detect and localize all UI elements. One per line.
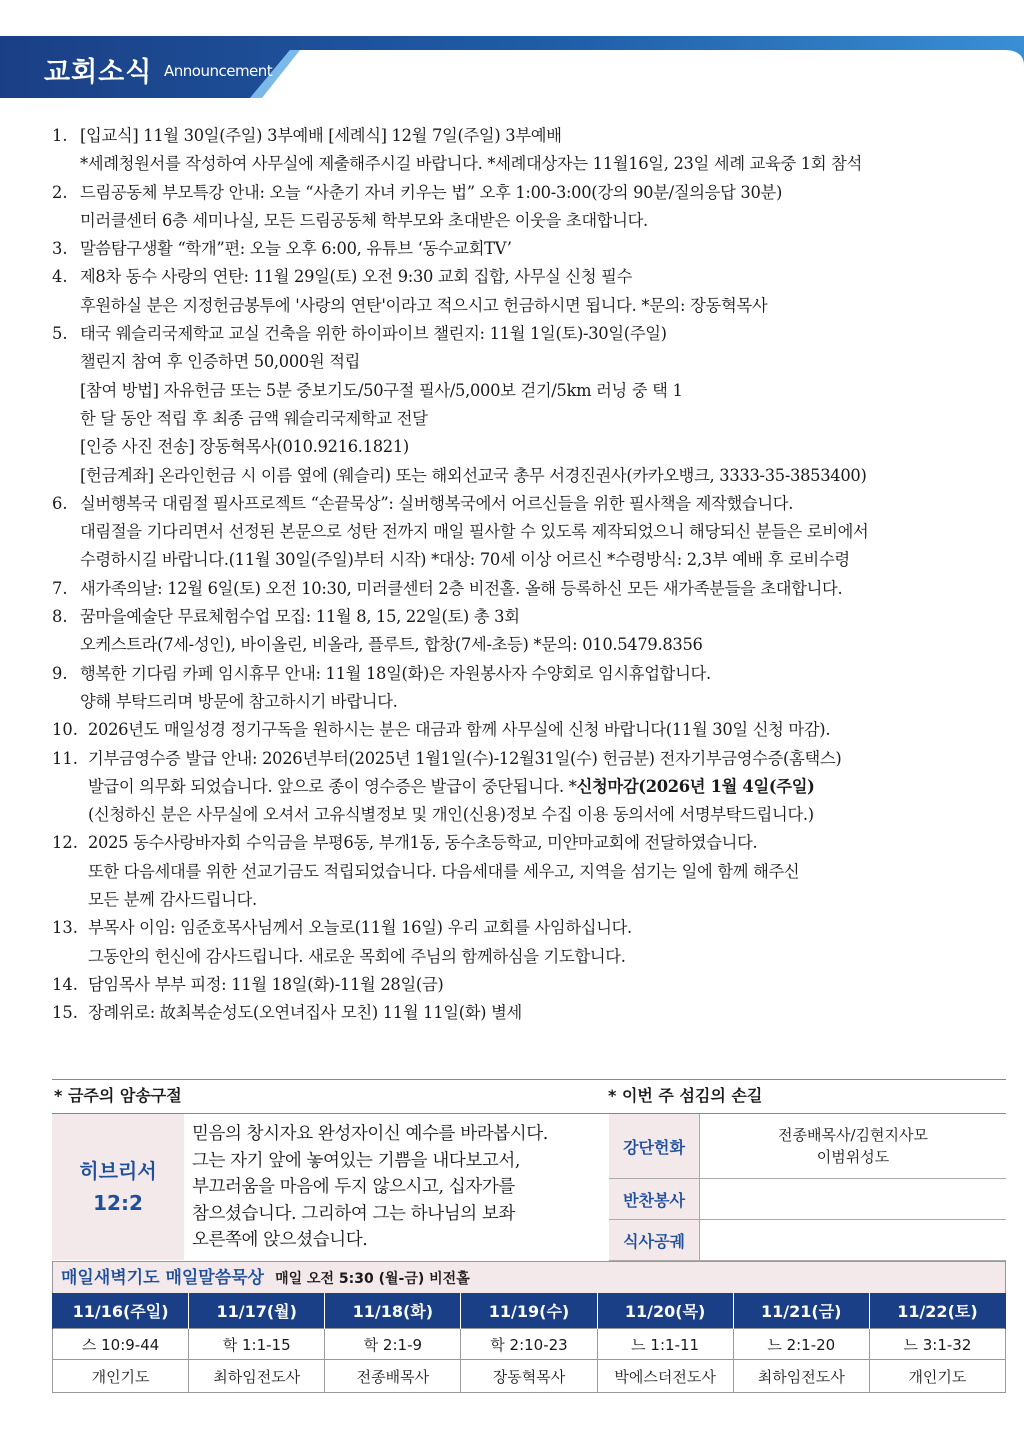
- announcement-line: 챌린지 참여 후 인증하면 50,000원 적립: [80, 352, 361, 372]
- announcement-content: [80, 263, 767, 320]
- announcement-number: 11.: [52, 748, 78, 768]
- announcement-line: 장례위로: 故최복순성도(오연녀집사 모친) 11월 11일(화) 별세: [88, 1003, 522, 1023]
- announcement-line: 행복한 기다림 카페 임시휴무 안내: 11월 18일(화)은 자원봉사자 수양회로 임시휴업합니다.: [80, 663, 711, 683]
- announcement-number: 7.: [52, 578, 68, 598]
- announcement-content: [80, 575, 842, 603]
- announcement-line: 미러클센터 6층 세미나실, 모든 드림공동체 학부모와 초대받은 이웃을 초대합니다.: [80, 210, 648, 230]
- announcement-item: [52, 320, 1002, 490]
- service-role: 식사공궤: [609, 1220, 700, 1261]
- schedule-passage: 학 2:10-23: [461, 1329, 597, 1360]
- announcement-content: [80, 235, 512, 263]
- announcement-item: [52, 122, 1002, 179]
- announcement-content: [88, 971, 443, 999]
- schedule-date: 11/20(목): [597, 1293, 733, 1329]
- verse-reference: [52, 1114, 184, 1260]
- section-divider-top: [52, 1079, 1006, 1080]
- service-name: 전종배목사/김현지사모: [778, 1126, 928, 1144]
- announcement-line: 2026년도 매일성경 정기구독을 원하시는 분은 대금과 함께 사무실에 신청 바랍니다(11월 30일 신청 마감).: [88, 720, 831, 740]
- schedule-leader: 전종배목사: [325, 1360, 461, 1393]
- announcement-line: 수령하시길 바랍니다.(11월 30일(주일)부터 시작) *대상: 70세 이상 어르신 *수령방식: 2,3부 예배 후 로비수령: [80, 550, 850, 570]
- schedule-passage: 학 1:1-15: [189, 1329, 325, 1360]
- schedule-leader: 개인기도: [53, 1360, 189, 1393]
- service-row: [609, 1114, 1006, 1179]
- announcement-content: [80, 490, 869, 575]
- announcement-line: 드림공동체 부모특강 안내: 오늘 “사춘기 자녀 키우는 법” 오후 1:00-3:00(강의 90분/질의응답 30분): [80, 182, 782, 202]
- announcement-item: [52, 716, 1002, 744]
- announcement-content: [80, 320, 867, 490]
- schedule-leader: 최하임전도사: [733, 1360, 869, 1393]
- announcement-line: 또한 다음세대를 위한 선교기금도 적립되었습니다. 다음세대를 세우고, 지역을 섬기는 일에 함께 해주신: [88, 861, 800, 881]
- announcement-content: [88, 829, 799, 914]
- schedule-leader: 개인기도: [869, 1360, 1005, 1393]
- schedule-date: 11/21(금): [733, 1293, 869, 1329]
- schedule-date: 11/16(주일): [53, 1293, 189, 1329]
- schedule-passage: 느 2:1-20: [733, 1329, 869, 1360]
- announcement-number: 2.: [52, 182, 68, 202]
- announcement-number: 3.: [52, 239, 68, 259]
- announcement-line: 그동안의 헌신에 감사드립니다. 새로운 목회에 주님의 함께하심을 기도합니다.: [88, 946, 626, 966]
- verse-line: 그는 자기 앞에 놓여있는 기쁨을 내다보고서,: [192, 1150, 521, 1171]
- service-names: [700, 1114, 1007, 1179]
- announcement-number: 8.: [52, 607, 68, 627]
- announcement-line: 후원하실 분은 지정헌금봉투에 '사랑의 연탄'이라고 적으시고 헌금하시면 됩니다. *문의: 장동혁목사: [80, 295, 768, 315]
- verse-line: 부끄러움을 마음에 두지 않으시고, 십자가를: [192, 1177, 515, 1197]
- announcement-line: [인증 사진 전송] 장동혁목사(010.9216.1821): [80, 437, 409, 457]
- announcement-line: [입교식] 11월 30일(주일) 3부예배 [세례식] 12월 7일(주일) 3부예배: [80, 126, 562, 145]
- announcement-content: [88, 914, 632, 971]
- schedule-passage: 스 10:9-44: [53, 1329, 189, 1360]
- announcement-content: [88, 745, 841, 830]
- announcement-item: [52, 575, 1002, 603]
- announcement-line: *세례청원서를 작성하여 사무실에 제출해주시길 바랍니다. *세례대상자는 11월16일, 23일 세례 교육중 1회 참석: [80, 154, 863, 174]
- page-title: 교회소식: [44, 57, 153, 88]
- announcement-item: [52, 235, 1002, 263]
- announcement-line: 2025 동수사랑바자회 수익금을 부평6동, 부개1동, 동수초등학교, 미얀마교회에 전달하였습니다.: [88, 833, 758, 853]
- announcement-number: 12.: [52, 833, 78, 853]
- announcement-item: [52, 263, 1002, 320]
- announcement-line: 실버행복국 대림절 필사프로젝트 “손끝묵상”: 실버행복국에서 어르신들을 위한 필사책을 제작했습니다.: [80, 493, 794, 513]
- announcement-content: [80, 660, 711, 717]
- prayer-schedule-table: [52, 1293, 1006, 1393]
- service-names: [700, 1179, 1007, 1220]
- announcement-number: 13.: [52, 918, 78, 938]
- schedule-passage: 느 3:1-32: [869, 1329, 1005, 1360]
- announcement-item: [52, 660, 1002, 717]
- announcement-line: 태국 웨슬리국제학교 교실 건축을 위한 하이파이브 챌린지: 11월 1일(토)-30일(주일): [80, 324, 667, 344]
- announcement-item: [52, 999, 1002, 1027]
- announcement-number: 14.: [52, 974, 78, 994]
- announcement-item: [52, 971, 1002, 999]
- schedule-leader: 박에스더전도사: [597, 1360, 733, 1393]
- schedule-date: 11/19(수): [461, 1293, 597, 1329]
- announcement-item: [52, 179, 1002, 236]
- verse-text: [192, 1121, 602, 1254]
- announcement-line: 오케스트라(7세-성인), 바이올린, 비올라, 플루트, 합창(7세-초등) *문의: 010.5479.8356: [80, 635, 703, 655]
- announcement-line: 부목사 이임: 임준호목사님께서 오늘로(11월 16일) 우리 교회를 사임하십니다.: [88, 918, 632, 938]
- schedule-passage: 학 2:1-9: [325, 1329, 461, 1360]
- schedule-passage: 느 1:1-11: [597, 1329, 733, 1360]
- announcement-item: [52, 603, 1002, 660]
- page-subtitle: Announcement: [164, 62, 273, 80]
- announcement-line: 꿈마을예술단 무료체험수업 모집: 11월 8, 15, 22일(토) 총 3회: [80, 607, 520, 627]
- schedule-leader: 장동혁목사: [461, 1360, 597, 1393]
- service-role: 강단헌화: [609, 1114, 700, 1179]
- announcement-line: 새가족의날: 12월 6일(토) 오전 10:30, 미러클센터 2층 비전홀. 올해 등록하신 모든 새가족분들을 초대합니다.: [80, 578, 843, 598]
- announcement-line: 한 달 동안 적립 후 최종 금액 웨슬리국제학교 전달: [80, 408, 428, 428]
- service-table: [609, 1114, 1006, 1261]
- announcement-line: 말씀탐구생활 “학개”편: 오늘 오후 6:00, 유튜브 ‘동수교회TV’: [80, 239, 512, 259]
- banner-shape: [0, 36, 1024, 98]
- announcement-list: [52, 122, 1002, 1028]
- announcement-line: 발급이 의무화 되었습니다. 앞으로 종이 영수증은 발급이 중단됩니다. *신청마감(2026년 1월 4일(주일): [88, 776, 815, 796]
- announcement-line: (신청하신 분은 사무실에 오셔서 고유식별정보 및 개인(신용)정보 수집 이용 동의서에 서명부탁드립니다.): [88, 805, 814, 825]
- announcement-content: [88, 716, 830, 744]
- announcement-number: 10.: [52, 720, 78, 740]
- schedule-date: 11/18(화): [325, 1293, 461, 1329]
- prayer-title: 매일새벽기도 매일말씀묵상: [61, 1268, 264, 1288]
- announcement-deadline: 신청마감(2026년 1월 4일(주일): [576, 776, 815, 796]
- announcement-line: 모든 분께 감사드립니다.: [88, 890, 257, 910]
- announcement-number: 1.: [52, 126, 68, 145]
- memory-verse-heading: * 금주의 암송구절: [54, 1086, 182, 1105]
- announcement-content: [80, 179, 782, 236]
- service-role: 반찬봉사: [609, 1179, 700, 1220]
- header-banner: [0, 36, 1024, 98]
- announcement-line: 담임목사 부부 피정: 11월 18일(화)-11월 28일(금): [88, 974, 444, 994]
- verse-line: 참으셨습니다. 그리하여 그는 하나님의 보좌: [192, 1203, 515, 1224]
- announcement-item: [52, 914, 1002, 971]
- schedule-date: 11/17(월): [189, 1293, 325, 1329]
- service-name: 이범위성도: [816, 1148, 890, 1166]
- verse-line: 믿음의 창시자요 완성자이신 예수를 바라봅시다.: [192, 1124, 548, 1144]
- announcement-item: [52, 745, 1002, 830]
- announcement-content: [88, 999, 522, 1027]
- announcement-number: 9.: [52, 663, 68, 683]
- prayer-heading: [52, 1261, 1006, 1293]
- verse-book: 히브리서: [79, 1159, 157, 1183]
- announcement-number: 6.: [52, 493, 68, 513]
- announcement-item: [52, 829, 1002, 914]
- service-row: [609, 1220, 1006, 1261]
- announcement-number: 5.: [52, 324, 68, 344]
- announcement-item: [52, 490, 1002, 575]
- service-names: [700, 1220, 1007, 1261]
- announcement-line: [참여 방법] 자유헌금 또는 5분 중보기도/50구절 필사/5,000보 걷기/5km 러닝 중 택 1: [80, 380, 683, 400]
- announcement-content: [80, 122, 862, 179]
- schedule-date: 11/22(토): [869, 1293, 1005, 1329]
- announcement-line: 대림절을 기다리면서 선정된 본문으로 성탄 전까지 매일 필사할 수 있도록 제작되었으니 해당되신 분들은 로비에서: [80, 522, 869, 542]
- announcement-line: [헌금계좌] 온라인헌금 시 이름 옆에 (웨슬리) 또는 해외선교국 총무 서경진권사(카카오뱅크, 3333-35-3853400): [80, 465, 867, 485]
- announcement-line: 제8차 동수 사랑의 연탄: 11월 29일(토) 오전 9:30 교회 집합, 사무실 신청 필수: [80, 267, 633, 287]
- verse-chapter-verse: 12:2: [93, 1191, 143, 1215]
- announcement-line: 양해 부탁드리며 방문에 참고하시기 바랍니다.: [80, 691, 398, 711]
- service-row: [609, 1179, 1006, 1220]
- announcement-line: 기부금영수증 발급 안내: 2026년부터(2025년 1월1일(수)-12월31일(수) 헌금분) 전자기부금영수증(홈택스): [88, 748, 842, 768]
- announcement-number: 4.: [52, 267, 68, 287]
- service-heading: * 이번 주 섬김의 손길: [608, 1086, 763, 1105]
- schedule-leader: 최하임전도사: [189, 1360, 325, 1393]
- announcement-content: [80, 603, 703, 660]
- prayer-time: 매일 오전 5:30 (월-금) 비전홀: [275, 1271, 470, 1287]
- announcement-number: 15.: [52, 1003, 78, 1023]
- verse-line: 오른쪽에 앉으셨습니다.: [192, 1230, 368, 1250]
